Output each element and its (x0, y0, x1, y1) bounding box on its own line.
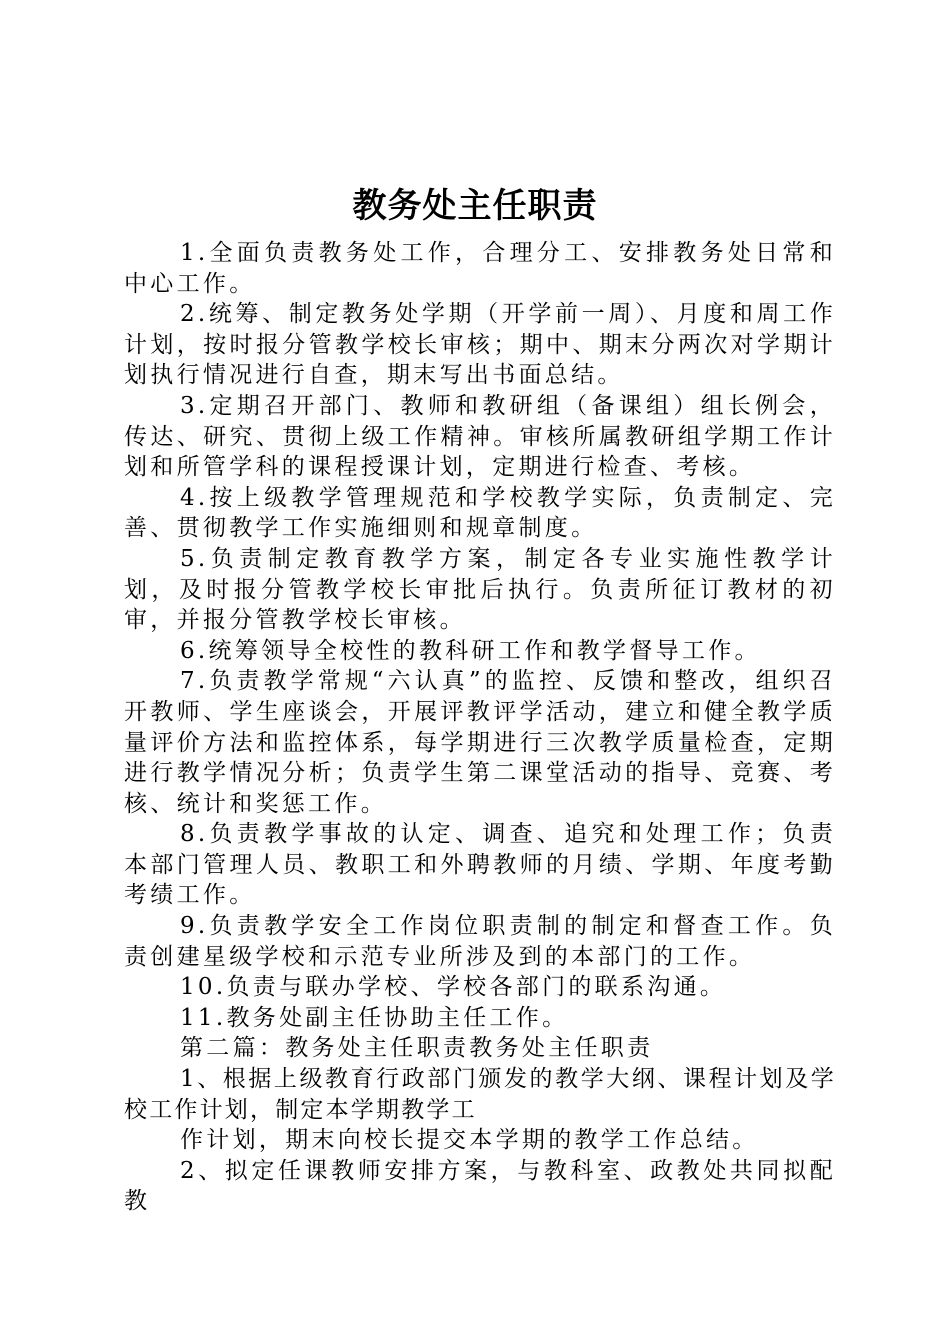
paragraph-3: 3.定期召开部门、教师和教研组（备课组）组长例会，传达、研究、贯彻上级工作精神。审核所属教研组学期工作计划和所管学科的课程授课计划，定期进行检查、考核。 (124, 392, 836, 481)
paragraph-10: 10.负责与联办学校、学校各部门的联系沟通。 (180, 974, 727, 1001)
paragraph-part-two-2: 2、拟定任课教师安排方案，与教科室、政教处共同拟配教 (124, 1157, 836, 1215)
section-heading-part-two: 第二篇：教务处主任职责教务处主任职责 (180, 1035, 654, 1062)
paragraph-7: 7.负责教学常规“六认真”的监控、反馈和整改，组织召开教师、学生座谈会，开展评教评学活动，建立和健全教学质量评价方法和监控体系，每学期进行三次教学质量检查，定期进行教学情况分析；负责学生第二课堂活动的指导、竞赛、考核、统计和奖惩工作。 (124, 668, 836, 817)
paragraph-11: 11.教务处副主任协助主任工作。 (180, 1004, 569, 1031)
paragraph-4: 4.按上级教学管理规范和学校教学实际，负责制定、完善、贯彻教学工作实施细则和规章制度。 (124, 484, 836, 542)
paragraph-1: 1.全面负责教务处工作，合理分工、安排教务处日常和中心工作。 (124, 240, 836, 297)
document-title: 教务处主任职责 (352, 186, 598, 226)
paragraph-6: 6.统筹领导全校性的教科研工作和教学督导工作。 (180, 637, 761, 664)
document-body (124, 238, 836, 1217)
paragraph-part-two-1: 1、根据上级教育行政部门颁发的教学大纲、课程计划及学校工作计划，制定本学期教学工 (124, 1066, 836, 1123)
paragraph-9: 9.负责教学安全工作岗位职责制的制定和督查工作。负责创建星级学校和示范专业所涉及到的本部门的工作。 (124, 913, 836, 970)
paragraph-2: 2.统筹、制定教务处学期（开学前一周）、月度和周工作计划，按时报分管教学校长审核；期中、期末分两次对学期计划执行情况进行自查，期末写出书面总结。 (124, 301, 836, 389)
paragraph-8: 8.负责教学事故的认定、调查、追究和处理工作；负责本部门管理人员、教职工和外聘教师的月绩、学期、年度考勤考绩工作。 (124, 821, 836, 909)
paragraph-part-two-1-continued: 作计划，期末向校长提交本学期的教学工作总结。 (180, 1127, 759, 1154)
paragraph-5: 5.负责制定教育教学方案，制定各专业实施性教学计划，及时报分管教学校长审批后执行。负责所征订教材的初审，并报分管教学校长审核。 (124, 545, 836, 634)
